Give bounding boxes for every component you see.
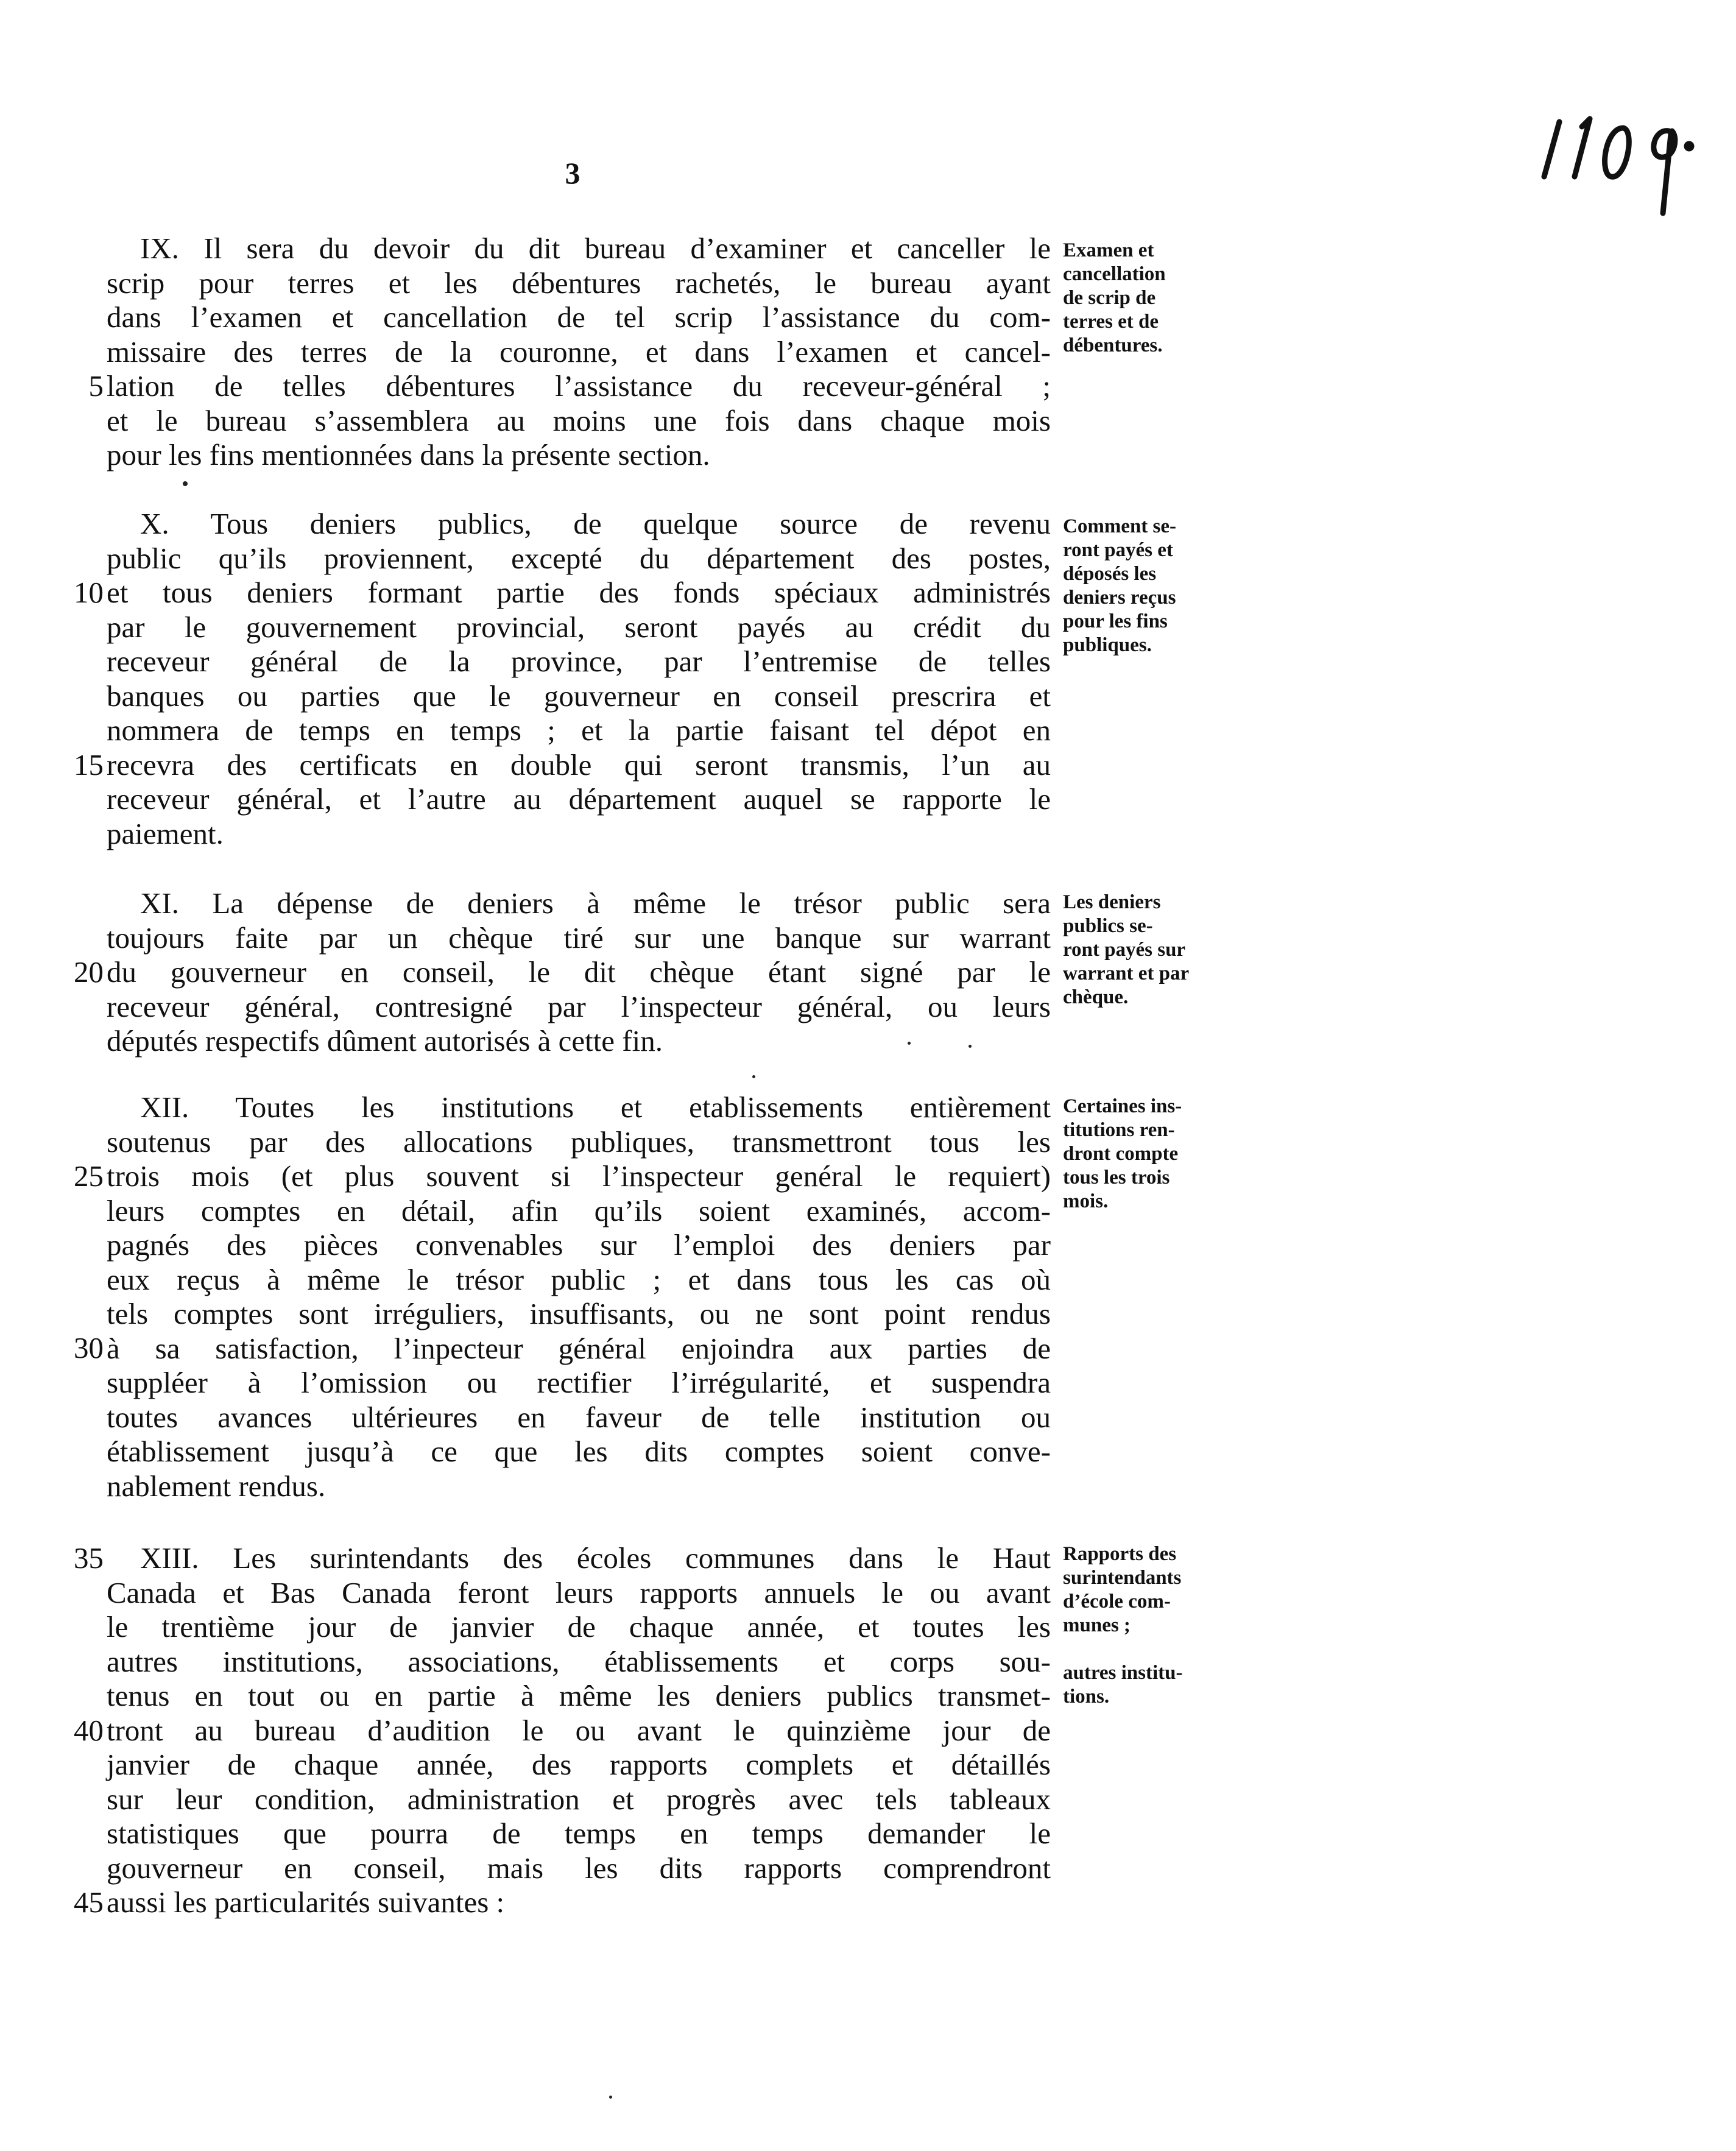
- margin-note-line: terres et de: [1063, 311, 1159, 333]
- margin-note-line: deniers reçus: [1063, 587, 1176, 609]
- margin-note-line: dront compte: [1063, 1143, 1179, 1165]
- text-line: receveur général, contresigné par l’inspecteur général, ou leurs: [107, 989, 1051, 1023]
- margin-note-line: autres institu-: [1063, 1662, 1183, 1684]
- margin-note-line: Comment se-: [1063, 515, 1177, 537]
- scan-speck: [183, 481, 188, 486]
- section-ix: [107, 231, 1051, 473]
- margin-note-xii: [1063, 1095, 1246, 1213]
- page-number: 3: [565, 156, 580, 190]
- margin-note-line: Rapports des: [1063, 1543, 1177, 1565]
- margin-note-line: tions.: [1063, 1686, 1110, 1708]
- text-line: X. Tous deniers publics, de quelque source de revenu: [140, 507, 1051, 540]
- margin-note-line: déposés les: [1063, 563, 1157, 585]
- text-line: XIII. Les surintendants des écoles communes dans le Haut: [140, 1541, 1051, 1575]
- line-number: 25: [74, 1159, 104, 1193]
- margin-note-line: de scrip de: [1063, 287, 1156, 309]
- margin-note-x: [1063, 515, 1246, 657]
- handwritten-folio-number: [1526, 85, 1709, 219]
- text-line: Canada et Bas Canada feront leurs rapports annuels le ou avant: [107, 1575, 1051, 1609]
- section-xi: [107, 886, 1051, 1059]
- line-number: 15: [74, 748, 104, 782]
- line-number: 35: [74, 1541, 104, 1575]
- section-x: [107, 507, 1051, 851]
- text-line: XI. La dépense de deniers à même le trésor public sera: [140, 886, 1051, 920]
- margin-note-line: débentures.: [1063, 334, 1163, 356]
- text-line: scrip pour terres et les débentures rachetés, le bureau ayant: [107, 266, 1051, 300]
- margin-note-line: titutions ren-: [1063, 1119, 1175, 1141]
- text-line: autres institutions, associations, établissements et corps sou-: [107, 1644, 1051, 1678]
- text-line: pour les fins mentionnées dans la présente section.: [107, 438, 710, 472]
- text-line: leurs comptes en détail, afin qu’ils soient examinés, accom-: [107, 1193, 1051, 1227]
- margin-note-line: pour les fins: [1063, 610, 1168, 632]
- text-line: du gouverneur en conseil, le dit chèque étant signé par le: [107, 955, 1051, 989]
- text-line: députés respectifs dûment autorisés à cette fin.: [107, 1024, 663, 1058]
- margin-note-line: d’école com-: [1063, 1591, 1171, 1612]
- text-line: lation de telles débentures l’assistance du receveur-général ;: [107, 369, 1051, 403]
- line-number: 40: [74, 1714, 104, 1747]
- margin-note-line: surintendants: [1063, 1567, 1182, 1589]
- margin-note-line: Certaines ins-: [1063, 1095, 1182, 1117]
- text-line: public qu’ils proviennent, excepté du département des postes,: [107, 541, 1051, 575]
- margin-note-line: publics se-: [1063, 915, 1153, 937]
- margin-note-line: chèque.: [1063, 986, 1129, 1008]
- text-line: janvier de chaque année, des rapports complets et détaillés: [107, 1748, 1051, 1781]
- text-line: sur leur condition, administration et progrès avec tels tableaux: [107, 1782, 1051, 1816]
- margin-note-line: ront payés sur: [1063, 939, 1186, 961]
- margin-note-line: [1063, 1637, 1246, 1661]
- text-line: par le gouvernement provincial, seront payés au crédit du: [107, 610, 1051, 644]
- text-line: et le bureau s’assemblera au moins une fois dans chaque mois: [107, 403, 1051, 437]
- margin-note-line: Les deniers: [1063, 891, 1161, 913]
- text-line: statistiques que pourra de temps en temps demander le: [107, 1817, 1051, 1850]
- scan-speck: [752, 1075, 755, 1078]
- text-line: à sa satisfaction, l’inpecteur général enjoindra aux parties de: [107, 1331, 1051, 1365]
- scan-speck: [908, 1042, 911, 1045]
- text-line: soutenus par des allocations publiques, transmettront tous les: [107, 1125, 1051, 1159]
- text-line: tront au bureau d’audition le ou avant le quinzième jour de: [107, 1713, 1051, 1747]
- line-number: 45: [74, 1885, 104, 1919]
- margin-note-xi: [1063, 891, 1246, 1009]
- text-line: paiement.: [107, 816, 224, 850]
- section-xii: [107, 1090, 1051, 1503]
- text-line: et tous deniers formant partie des fonds spéciaux administrés: [107, 576, 1051, 609]
- text-line: XII. Toutes les institutions et etablissements entièrement: [140, 1090, 1051, 1124]
- text-line: toutes avances ultérieures en faveur de telle institution ou: [107, 1400, 1051, 1434]
- text-line: receveur général de la province, par l’entremise de telles: [107, 645, 1051, 678]
- text-line: tenus en tout ou en partie à même les deniers publics transmet-: [107, 1679, 1051, 1712]
- margin-note-line: tous les trois: [1063, 1167, 1170, 1189]
- margin-note-line: publiques.: [1063, 634, 1152, 656]
- text-line: recevra des certificats en double qui seront transmis, l’un au: [107, 747, 1051, 782]
- line-number: 20: [74, 955, 104, 989]
- line-number: 30: [74, 1331, 104, 1365]
- margin-note-line: munes ;: [1063, 1614, 1131, 1636]
- text-line: nablement rendus.: [107, 1469, 326, 1503]
- margin-note-line: ront payés et: [1063, 539, 1173, 561]
- line-number: 10: [74, 576, 104, 609]
- margin-note-line: warrant et par: [1063, 962, 1190, 984]
- margin-note-line: mois.: [1063, 1190, 1109, 1212]
- section-xiii: [107, 1541, 1051, 1920]
- margin-note-xiii: [1063, 1542, 1246, 1709]
- text-line: tels comptes sont irréguliers, insuffisants, ou ne sont point rendus: [107, 1297, 1051, 1330]
- text-line: gouverneur en conseil, mais les dits rapports comprendront: [107, 1851, 1051, 1885]
- margin-note-line: cancellation: [1063, 263, 1166, 285]
- text-line: pagnés des pièces convenables sur l’emploi des deniers par: [107, 1228, 1051, 1262]
- text-line: IX. Il sera du devoir du dit bureau d’examiner et canceller le: [140, 231, 1051, 265]
- text-line: trois mois (et plus souvent si l’inspecteur genéral le requiert): [107, 1159, 1051, 1193]
- text-line: suppléer à l’omission ou rectifier l’irrégularité, et suspendra: [107, 1366, 1051, 1399]
- line-number: 5: [88, 369, 104, 403]
- text-line: toujours faite par un chèque tiré sur une banque sur warrant: [107, 920, 1051, 955]
- text-line: dans l’examen et cancellation de tel scrip l’assistance du com-: [107, 300, 1051, 334]
- text-line: aussi les particularités suivantes :: [107, 1885, 505, 1919]
- margin-note-ix: [1063, 239, 1246, 358]
- text-line: receveur général, et l’autre au département auquel se rapporte le: [107, 782, 1051, 816]
- text-line: banques ou parties que le gouverneur en conseil prescrira et: [107, 679, 1051, 713]
- text-line: nommera de temps en temps ; et la partie faisant tel dépot en: [107, 713, 1051, 747]
- scan-speck: [609, 2096, 612, 2099]
- text-line: le trentième jour de janvier de chaque année, et toutes les: [107, 1610, 1051, 1644]
- text-line: établissement jusqu’à ce que les dits comptes soient conve-: [107, 1435, 1051, 1468]
- text-line: missaire des terres de la couronne, et dans l’examen et cancel-: [107, 334, 1051, 369]
- scan-speck: [969, 1045, 972, 1048]
- text-line: eux reçus à même le trésor public ; et dans tous les cas où: [107, 1262, 1051, 1296]
- margin-note-line: Examen et: [1063, 239, 1154, 261]
